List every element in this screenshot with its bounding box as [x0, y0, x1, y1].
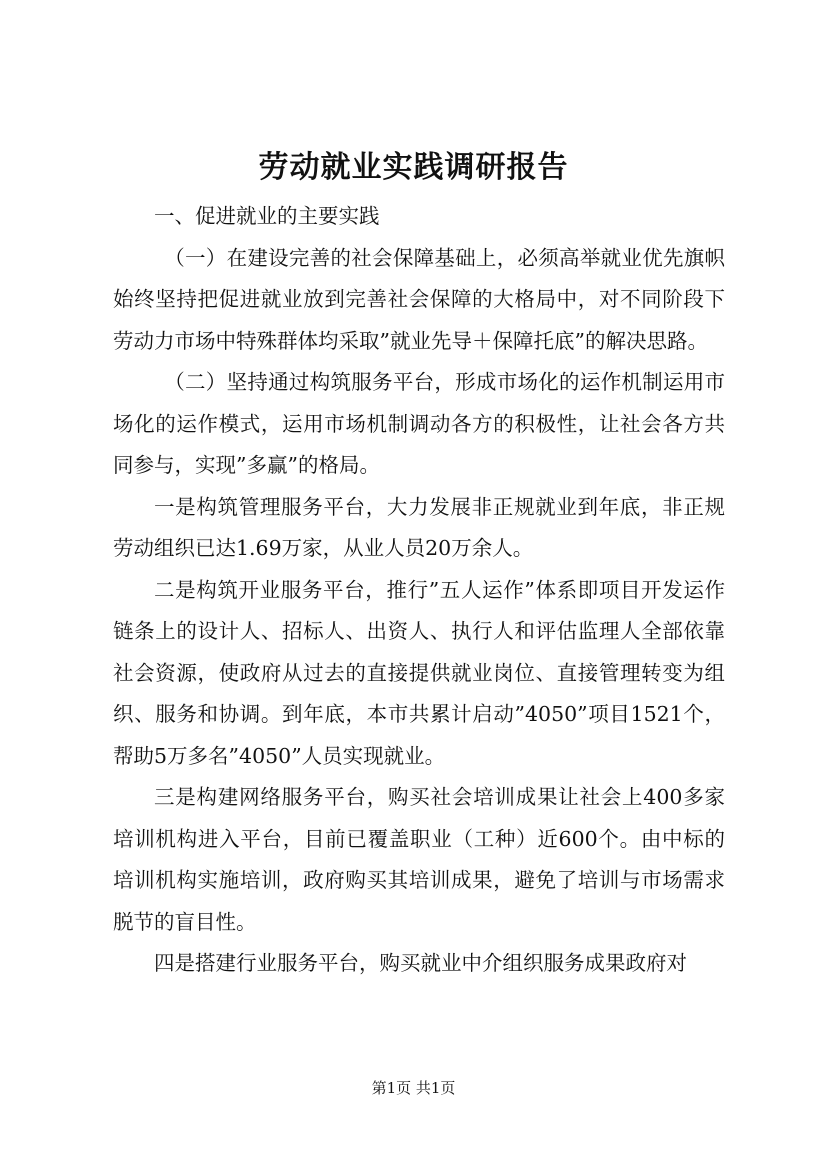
section-heading: 一、促进就业的主要实践 — [154, 204, 380, 228]
paragraph-6: 四是搭建行业服务平台，购买就业中介组织服务成果政府对 — [154, 951, 687, 975]
paragraph-4: 二是构筑开业服务平台，推行”五人运作”体系即项目开发运作链条上的设计人、招标人、出资人、执行人和评估监理人全部依靠社会资源，使政府从过去的直接提供就业岗位、直接管理转变为组织、服务和协调。到年底，本市共累计启动”4050”项目1521个，帮助5万多名”4050”人员实现就业。 — [113, 577, 725, 768]
paragraph-2: （二）坚持通过构筑服务平台，形成市场化的运作机制运用市场化的运作模式，运用市场机制调动各方的积极性，让社会各方共同参与，实现”多赢”的格局。 — [113, 370, 725, 477]
page-footer: 第1页 共1页 — [371, 1079, 456, 1097]
document-title: 劳动就业实践调研报告 — [258, 150, 569, 185]
paragraph-1: （一）在建设完善的社会保障基础上，必须高举就业优先旗帜始终坚持把促进就业放到完善社会保障的大格局中，对不同阶段下劳动力市场中特殊群体均采取”就业先导＋保障托底”的解决思路。 — [113, 245, 725, 353]
paragraph-3: 一是构筑管理服务平台，大力发展非正规就业到年底，非正规劳动组织已达1.69万家，从业人员20万余人。 — [113, 494, 725, 560]
document-body — [113, 196, 725, 985]
paragraph-5: 三是构建网络服务平台，购买社会培训成果让社会上400多家培训机构进入平台，目前已覆盖职业（工种）近600个。由中标的培训机构实施培训，政府购买其培训成果，避免了培训与市场需求脱节的盲目性。 — [113, 785, 725, 934]
